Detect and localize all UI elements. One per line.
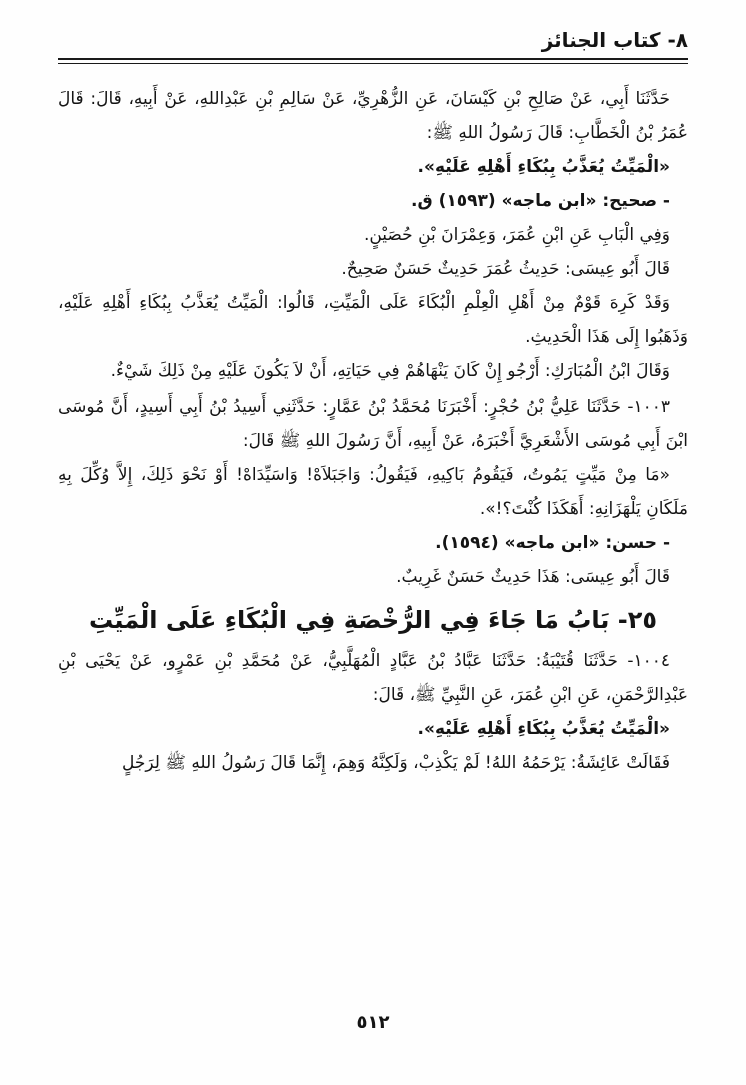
header-rule-thick (58, 58, 688, 60)
hadith-1004-matn: «الْمَيِّتُ يُعَذَّبُ بِبُكَاءِ أَهْلِهِ عَلَيْهِ». (417, 719, 670, 739)
chapter-title: ٨- كتاب الجنائز (541, 28, 688, 52)
hadith-matn: «الْمَيِّتُ يُعَذَّبُ بِبُكَاءِ أَهْلِهِ عَلَيْهِ». (417, 157, 670, 177)
ibn-mubarak-comment: وَقَالَ ابْنُ الْمُبَارَكِ: أَرْجُو إِنْ كَانَ يَنْهَاهُمْ فِي حَيَاتِهِ، أَنْ لاَ يَكُونَ عَلَيْهِ مِنْ ذَلِكَ شَيْءٌ. (110, 361, 670, 381)
hadith-isnad-paragraph: حَدَّثَنَا أَبِي، عَنْ صَالِحِ بْنِ كَيْسَانَ، عَنِ الزُّهْرِيِّ، عَنْ سَالِمِ بْنِ عَبْدِاللهِ، عَنْ أَبِيهِ، قَالَ: قَالَ عُمَرُ بْنُ الْخَطَّابِ: قَالَ رَسُولُ اللهِ ﷺ: (58, 89, 688, 143)
abu-isa-comment-1003: قَالَ أَبُو عِيسَى: هَذَا حَدِيثٌ حَسَنٌ غَرِيبٌ. (396, 567, 670, 587)
section-heading: ٢٥- بَابُ مَا جَاءَ فِي الرُّخْصَةِ فِي الْبُكَاءِ عَلَى الْمَيِّتِ (89, 606, 657, 634)
abu-isa-comment: قَالَ أَبُو عِيسَى: حَدِيثُ عُمَرَ حَدِيثٌ حَسَنٌ صَحِيحٌ. (341, 259, 670, 279)
grading-note-1003: - حسن: «ابن ماجه» (١٥٩٤). (435, 533, 670, 553)
page-body (58, 82, 688, 780)
scholars-opinion-paragraph: وَقَدْ كَرِهَ قَوْمٌ مِنْ أَهْلِ الْعِلْمِ الْبُكَاءَ عَلَى الْمَيِّتِ، قَالُوا: الْمَيِّتُ يُعَذَّبُ بِبُكَاءِ أَهْلِهِ عَلَيْهِ، وَذَهَبُوا إِلَى هَذَا الْحَدِيثِ. (58, 293, 688, 347)
page-header (58, 24, 688, 64)
hadith-1003-matn: «مَا مِنْ مَيِّتٍ يَمُوتُ، فَيَقُومُ بَاكِيهِ، فَيَقُولُ: وَاجَبَلاَهْ! وَاسَيِّدَاهْ! أَوْ نَحْوَ ذَلِكَ، إِلاَّ وُكِّلَ بِهِ مَلَكَانِ يَلْهَزَانِهِ: أَهَكَذَا كُنْتَ؟!». (58, 465, 688, 519)
hadith-1004-isnad: ١٠٠٤- حَدَّثَنَا قُتَيْبَةُ: حَدَّثَنَا عَبَّادُ بْنُ عَبَّادٍ الْمُهَلَّبِيُّ، عَنْ مُحَمَّدِ بْنِ عَمْرٍو، عَنْ يَحْيَى بْنِ عَبْدِالرَّحْمَنِ، عَنِ ابْنِ عُمَرَ، عَنِ النَّبِيِّ ﷺ، قَالَ: (58, 651, 688, 705)
hadith-1003-isnad: ١٠٠٣- حَدَّثَنَا عَلِيُّ بْنُ حُجْرٍ: أَخْبَرَنَا مُحَمَّدُ بْنُ عَمَّارٍ: حَدَّثَنِي أَسِيدُ بْنُ أَبِي أَسِيدٍ، أَنَّ مُوسَى ابْنَ أَبِي مُوسَى الأَشْعَرِيَّ أَخْبَرَهُ، عَنْ أَبِيهِ، أَنَّ رَسُولَ اللهِ ﷺ قَالَ: (58, 397, 688, 451)
grading-note: - صحيح: «ابن ماجه» (١٥٩٣) ق. (411, 191, 670, 211)
header-rule-thin (58, 63, 688, 64)
aisha-comment-paragraph: فَقَالَتْ عَائِشَةُ: يَرْحَمُهُ اللهُ! لَمْ يَكْذِبْ، وَلَكِنَّهُ وَهِمَ، إِنَّمَا قَالَ رَسُولُ اللهِ ﷺ لِرَجُلٍ (122, 753, 670, 773)
chapter-reference-paragraph: وَفِي الْبَابِ عَنِ ابْنِ عُمَرَ، وَعِمْرَانَ بْنِ حُصَيْنٍ. (363, 225, 670, 245)
page-number: ٥١٢ (356, 1012, 390, 1033)
